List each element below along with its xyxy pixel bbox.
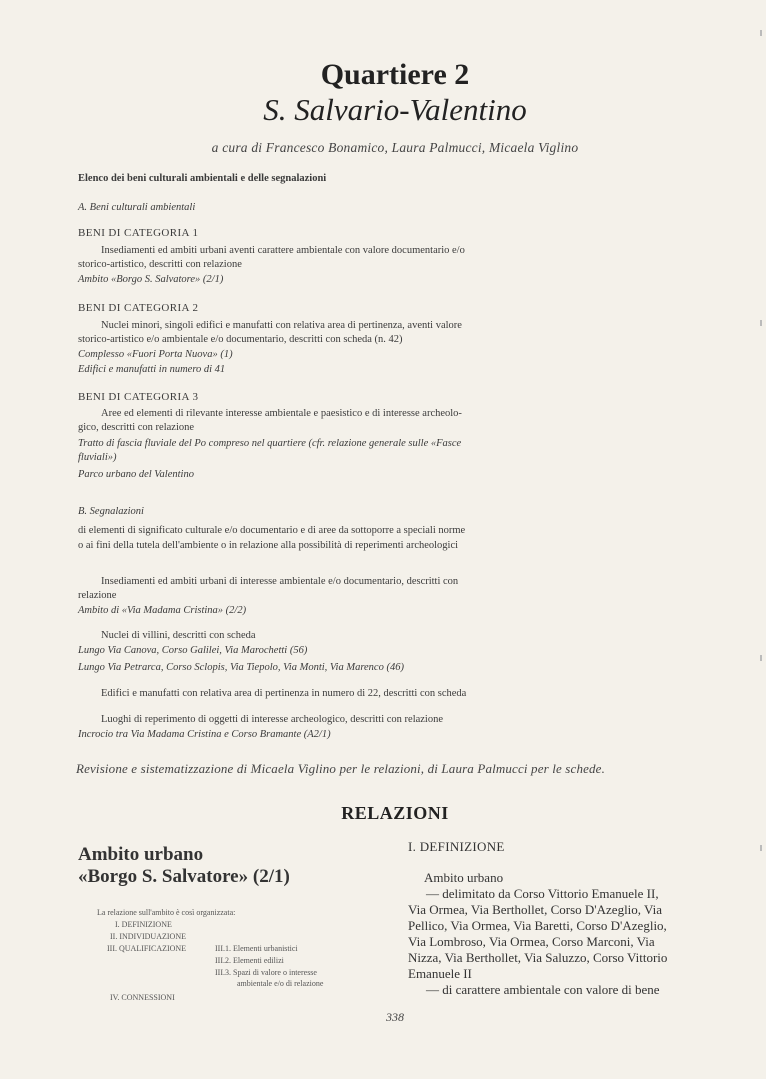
right-line-7: Emanuele II [408, 966, 472, 981]
editors-line: a cura di Francesco Bonamico, Laura Palmucci, Micaela Viglino [211, 140, 579, 155]
page-title: Quartiere 2 [320, 58, 470, 91]
toc-intro: La relazione sull'ambito è così organizzata: [97, 908, 236, 917]
right-line-3: Via Ormea, Via Berthollet, Corso D'Azeglio, Via [408, 902, 663, 917]
cat3-desc-line2: gico, descritti con relazione [78, 422, 195, 433]
cat3-item2: Parco urbano del Valentino [78, 469, 194, 480]
cat3-item1-cont: fluviali») [78, 452, 117, 463]
toc-item-iii2: III.2. Elementi edilizi [215, 956, 284, 965]
toc-item-iii3: III.3. Spazi di valore o interesse [215, 968, 317, 977]
margin-mark [760, 655, 762, 661]
section-b-desc-line1: di elementi di significato culturale e/o documentario e di aree da sottoporre a speciali norme [78, 525, 466, 536]
right-line-4: Pellico, Via Ormea, Via Baretti, Corso D'Azeglio, [408, 918, 667, 933]
right-line-1: Ambito urbano [424, 870, 504, 885]
cat3-item1: Tratto di fascia fluviale del Po compreso nel quartiere (cfr. relazione generale sulle «Fasce [78, 438, 462, 449]
definizione-heading: I. DEFINIZIONE [408, 839, 505, 854]
right-line-8: — di carattere ambientale con valore di bene [426, 982, 660, 997]
right-line-5: Via Lombroso, Via Ormea, Corso Marconi, Via [408, 934, 655, 949]
cat2-item1: Complesso «Fuori Porta Nuova» (1) [78, 349, 233, 360]
toc-item-iii3-cont: ambientale e/o di relazione [237, 979, 324, 988]
cat2-desc-line2: storico-artistico e/o ambientale e/o documentario, descritti con scheda (n. 42) [78, 334, 403, 345]
toc-item-iii: III. QUALIFICAZIONE [107, 944, 187, 953]
cat2-desc-line1: Nuclei minori, singoli edifici e manufatti con relativa area di pertinenza, aventi valore [101, 320, 462, 331]
cat1-desc-line1: Insediamenti ed ambiti urbani aventi carattere ambientale con valore documentario e/o [101, 245, 465, 256]
seg1-desc-line1: Insediamenti ed ambiti urbani di interesse ambientale e/o documentario, descritti con [101, 576, 459, 587]
toc-item-i: I. DEFINIZIONE [115, 920, 172, 929]
cat1-desc-line2: storico-artistico, descritti con relazione [78, 259, 242, 270]
cat3-title: BENI DI CATEGORIA 3 [78, 391, 199, 403]
margin-mark [760, 30, 762, 36]
seg4-item: Incrocio tra Via Madama Cristina e Corso Bramante (A2/1) [78, 729, 331, 740]
cat2-title: BENI DI CATEGORIA 2 [78, 302, 199, 314]
seg1-desc-line2: relazione [78, 590, 117, 601]
section-a-heading: A. Beni culturali ambientali [78, 202, 196, 213]
page-number: 338 [386, 1010, 404, 1024]
ambito-title-line2: «Borgo S. Salvatore» (2/1) [78, 866, 290, 887]
seg2-item2: Lungo Via Petrarca, Corso Sclopis, Via Tiepolo, Via Monti, Via Marenco (46) [78, 662, 404, 673]
margin-mark [760, 320, 762, 326]
relazioni-heading: RELAZIONI [341, 803, 449, 823]
toc-item-iii1: III.1. Elementi urbanistici [215, 944, 298, 953]
section-b-desc-line2: o ai fini della tutela dell'ambiente o in relazione alla possibilità di reperimenti archeologici [78, 540, 459, 551]
right-line-2: — delimitato da Corso Vittorio Emanuele II, [426, 886, 659, 901]
seg4-desc: Luoghi di reperimento di oggetti di interesse archeologico, descritti con relazione [101, 714, 444, 725]
elenco-heading: Elenco dei beni culturali ambientali e delle segnalazioni [78, 173, 327, 184]
right-line-6: Nizza, Via Berthollet, Via Saluzzo, Corso Vittorio [408, 950, 668, 965]
toc-item-iv: IV. CONNESSIONI [110, 993, 175, 1002]
toc-item-ii: II. INDIVIDUAZIONE [110, 932, 186, 941]
cat2-item2: Edifici e manufatti in numero di 41 [78, 364, 226, 375]
seg1-item: Ambito di «Via Madama Cristina» (2/2) [78, 605, 247, 616]
margin-mark [760, 845, 762, 851]
revision-note: Revisione e sistematizzazione di Micaela Viglino per le relazioni, di Laura Palmucci per le schede. [76, 761, 605, 776]
seg3-desc: Edifici e manufatti con relativa area di pertinenza in numero di 22, descritti con scheda [101, 688, 467, 699]
page-subtitle: S. Salvario-Valentino [263, 92, 527, 127]
cat1-title: BENI DI CATEGORIA 1 [78, 227, 199, 239]
cat3-desc-line1: Aree ed elementi di rilevante interesse ambientale e paesistico e di interesse archeolo- [101, 408, 462, 419]
ambito-title-line1: Ambito urbano [78, 844, 204, 865]
seg2-item1: Lungo Via Canova, Corso Galilei, Via Marochetti (56) [78, 645, 308, 656]
section-b-heading: B. Segnalazioni [78, 506, 144, 517]
seg2-desc: Nuclei di villini, descritti con scheda [101, 630, 256, 641]
cat1-item: Ambito «Borgo S. Salvatore» (2/1) [78, 274, 224, 285]
